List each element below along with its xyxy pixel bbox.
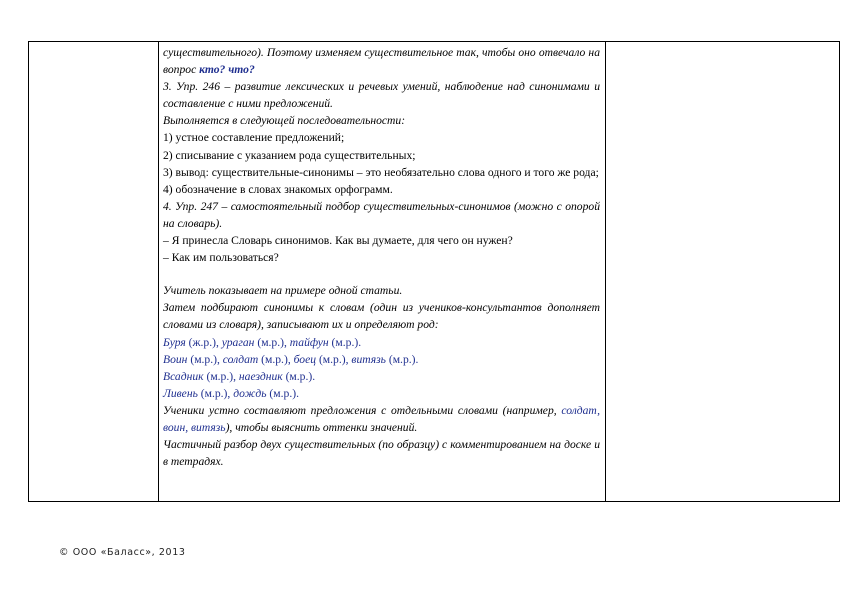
spacer <box>163 266 600 282</box>
step-3: 3) вывод: существительные-синонимы – это необязательно слова одного и того же рода; <box>163 165 599 179</box>
synonym-row-rider: Всадник (м.р.), наездник (м.р.). <box>163 369 316 383</box>
lesson-table <box>28 41 840 502</box>
content-cell <box>163 44 600 470</box>
teacher-question-1: – Я принесла Словарь синонимов. Как вы думаете, для чего он нужен? <box>163 234 513 248</box>
column-divider-1 <box>158 42 159 501</box>
synonym-instructions: Затем подбирают синонимы к словам (один из учеников-консультантов дополняет словами из словаря), записывают их и определяют род: <box>163 301 600 332</box>
teacher-question-2: – Как им пользоваться? <box>163 251 279 265</box>
oral-sentences: Ученики устно составляют предложения с отдельными словами (например, солдат, воин, витязь), чтобы выяснить оттенки значений. <box>163 403 600 434</box>
step-2: 2) списывание с указанием рода существительных; <box>163 148 416 162</box>
paragraph-noun-change: существительного). Поэтому изменяем существительное так, чтобы оно отвечало на вопрос кто? что? <box>163 46 600 77</box>
step-1: 1) устное составление предложений; <box>163 131 345 145</box>
teacher-demo: Учитель показывает на примере одной статьи. <box>163 284 403 298</box>
step-4: 4) обозначение в словах знакомых орфограмм. <box>163 182 393 196</box>
column-divider-2 <box>605 42 606 501</box>
exercise-247: 4. Упр. 247 – самостоятельный подбор существительных-синонимов (можно с опорой на словарь). <box>163 199 600 230</box>
partial-analysis: Частичный разбор двух существительных (по образцу) с комментированием на доске и в тетрадях. <box>163 438 600 469</box>
synonym-row-rain: Ливень (м.р.), дождь (м.р.). <box>163 386 299 400</box>
question-words: кто? что? <box>199 63 255 77</box>
synonym-row-warrior: Воин (м.р.), солдат (м.р.), боец (м.р.), витязь (м.р.). <box>163 352 419 366</box>
synonym-row-storm: Буря (ж.р.), ураган (м.р.), тайфун (м.р.). <box>163 335 362 349</box>
exercise-246: 3. Упр. 246 – развитие лексических и речевых умений, наблюдение над синонимами и составление с ними предложений. <box>163 80 600 111</box>
sequence-heading: Выполняется в следующей последовательности: <box>163 114 406 128</box>
copyright-footer: © ООО «Баласс», 2013 <box>59 547 186 558</box>
